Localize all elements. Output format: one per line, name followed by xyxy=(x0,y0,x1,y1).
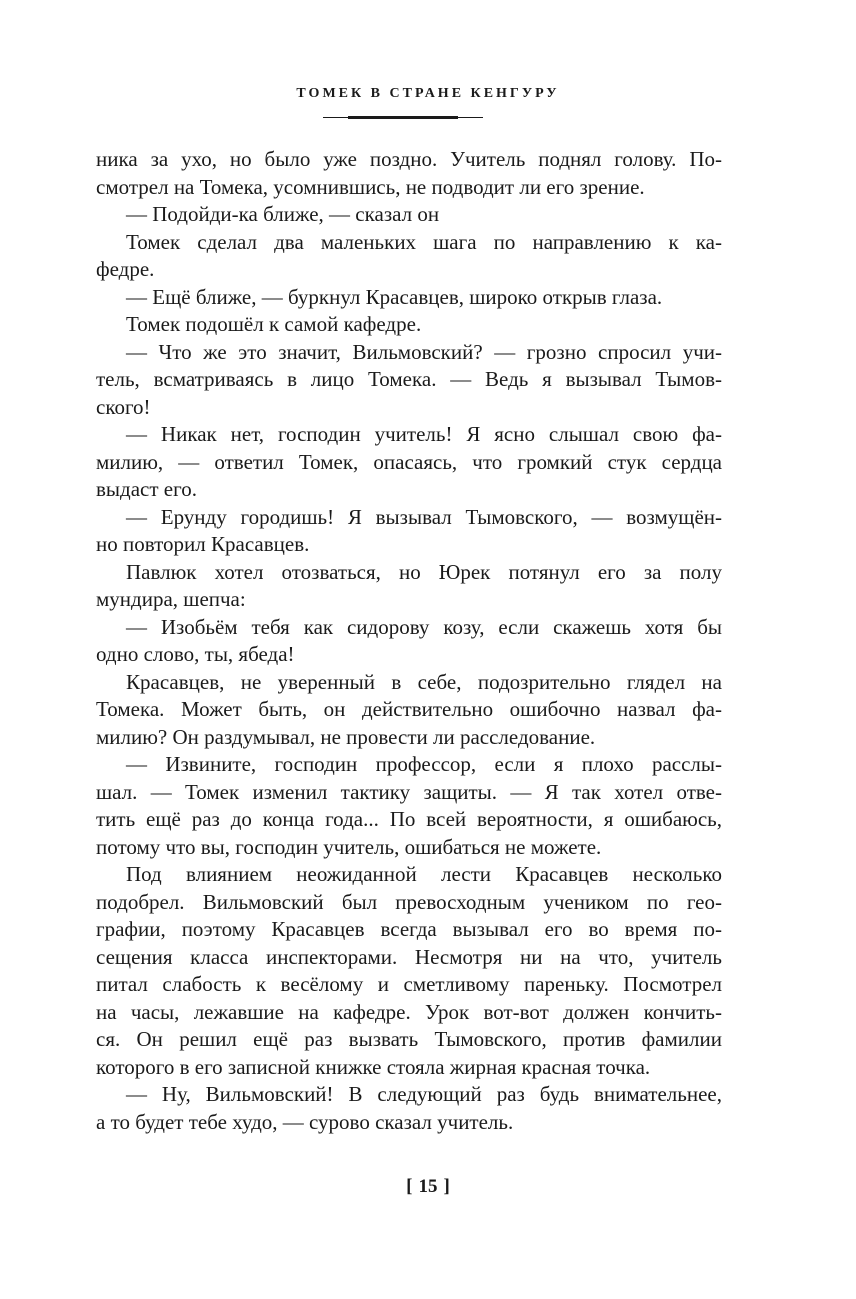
text-line: — Подойди-ка ближе, — сказал он xyxy=(126,202,440,226)
text-line: на часы, лежавшие на кафедре. Урок вот-вот должен кончить- xyxy=(96,999,722,1024)
text-line: смотрел на Томека, усомнившись, не подводит ли его зрение. xyxy=(96,174,645,199)
text-line: ника за ухо, но было уже поздно. Учитель поднял голову. По- xyxy=(96,147,722,171)
text-line: — Изобьём тебя как сидорову козу, если скажешь хотя бы xyxy=(126,614,722,639)
text-line: подобрел. Вильмовский был превосходным учеником по гео- xyxy=(96,889,722,914)
text-line: Томек подошёл к самой кафедре. xyxy=(126,312,422,336)
text-line: Под влиянием неожиданной лести Красавцев несколько xyxy=(126,862,722,886)
text-line: а то будет тебе худо, — сурово сказал учитель. xyxy=(96,1109,514,1134)
page-number-value: 15 xyxy=(418,1176,438,1197)
header-rule-thick xyxy=(348,116,458,119)
text-line: милию? Он раздумывал, не провести ли расследование. xyxy=(96,724,596,749)
text-line: — Никак нет, господин учитель! Я ясно слышал свою фа- xyxy=(126,422,722,446)
text-line: выдаст его. xyxy=(96,477,197,501)
text-line: Красавцев, не уверенный в себе, подозрительно глядел на xyxy=(126,669,722,694)
page-number xyxy=(0,1176,856,1198)
text-line: тить ещё раз до конца года... По всей вероятности, я ошибаюсь, xyxy=(96,807,722,831)
text-line: — Ну, Вильмовский! В следующий раз будь внимательнее, xyxy=(126,1082,722,1106)
text-line: милию, — ответил Томек, опасаясь, что громкий стук сердца xyxy=(96,449,722,474)
text-line: — Извините, господин профессор, если я плохо расслы- xyxy=(126,752,722,776)
text-line: Павлюк хотел отозваться, но Юрек потянул его за полу xyxy=(126,559,722,584)
text-line: тель, всматриваясь в лицо Томека. — Ведь я вызывал Тымов- xyxy=(96,367,722,391)
text-line: питал слабость к весёлому и сметливому пареньку. Посмотрел xyxy=(96,972,722,996)
header-rule xyxy=(323,116,483,119)
text-line: федре. xyxy=(96,257,155,281)
text-line: ского! xyxy=(96,394,151,419)
text-line: потому что вы, господин учитель, ошибаться не можете. xyxy=(96,834,602,859)
text-line: — Ерунду городишь! Я вызывал Тымовского, — возмущён- xyxy=(126,504,722,529)
text-line: Томека. Может быть, он действительно ошибочно назвал фа- xyxy=(96,697,722,721)
text-line: ся. Он решил ещё раз вызвать Тымовского, против фамилии xyxy=(96,1027,722,1051)
text-line: Томек сделал два маленьких шага по направлению к ка- xyxy=(126,229,722,254)
page-number-bracket-open: [ xyxy=(406,1176,413,1197)
text-line: графии, поэтому Красавцев всегда вызывал его во время по- xyxy=(96,917,722,941)
text-line: мундира, шепча: xyxy=(96,587,246,611)
text-line: — Ещё ближе, — буркнул Красавцев, широко открыв глаза. xyxy=(126,284,663,309)
text-line: которого в его записной книжке стояла жирная красная точка. xyxy=(96,1054,651,1079)
running-head: ТОМЕК В СТРАНЕ КЕНГУРУ xyxy=(296,86,560,101)
text-line: сещения класса инспекторами. Несмотря ни на что, учитель xyxy=(96,944,722,969)
text-line: — Что же это значит, Вильмовский? — грозно спросил учи- xyxy=(126,339,722,364)
body-text xyxy=(96,146,722,1136)
text-line: одно слово, ты, ябеда! xyxy=(96,642,295,666)
text-line: но повторил Красавцев. xyxy=(96,532,310,556)
page-number-bracket-close: ] xyxy=(443,1176,450,1197)
text-line: шал. — Томек изменил тактику защиты. — Я так хотел отве- xyxy=(96,779,722,804)
